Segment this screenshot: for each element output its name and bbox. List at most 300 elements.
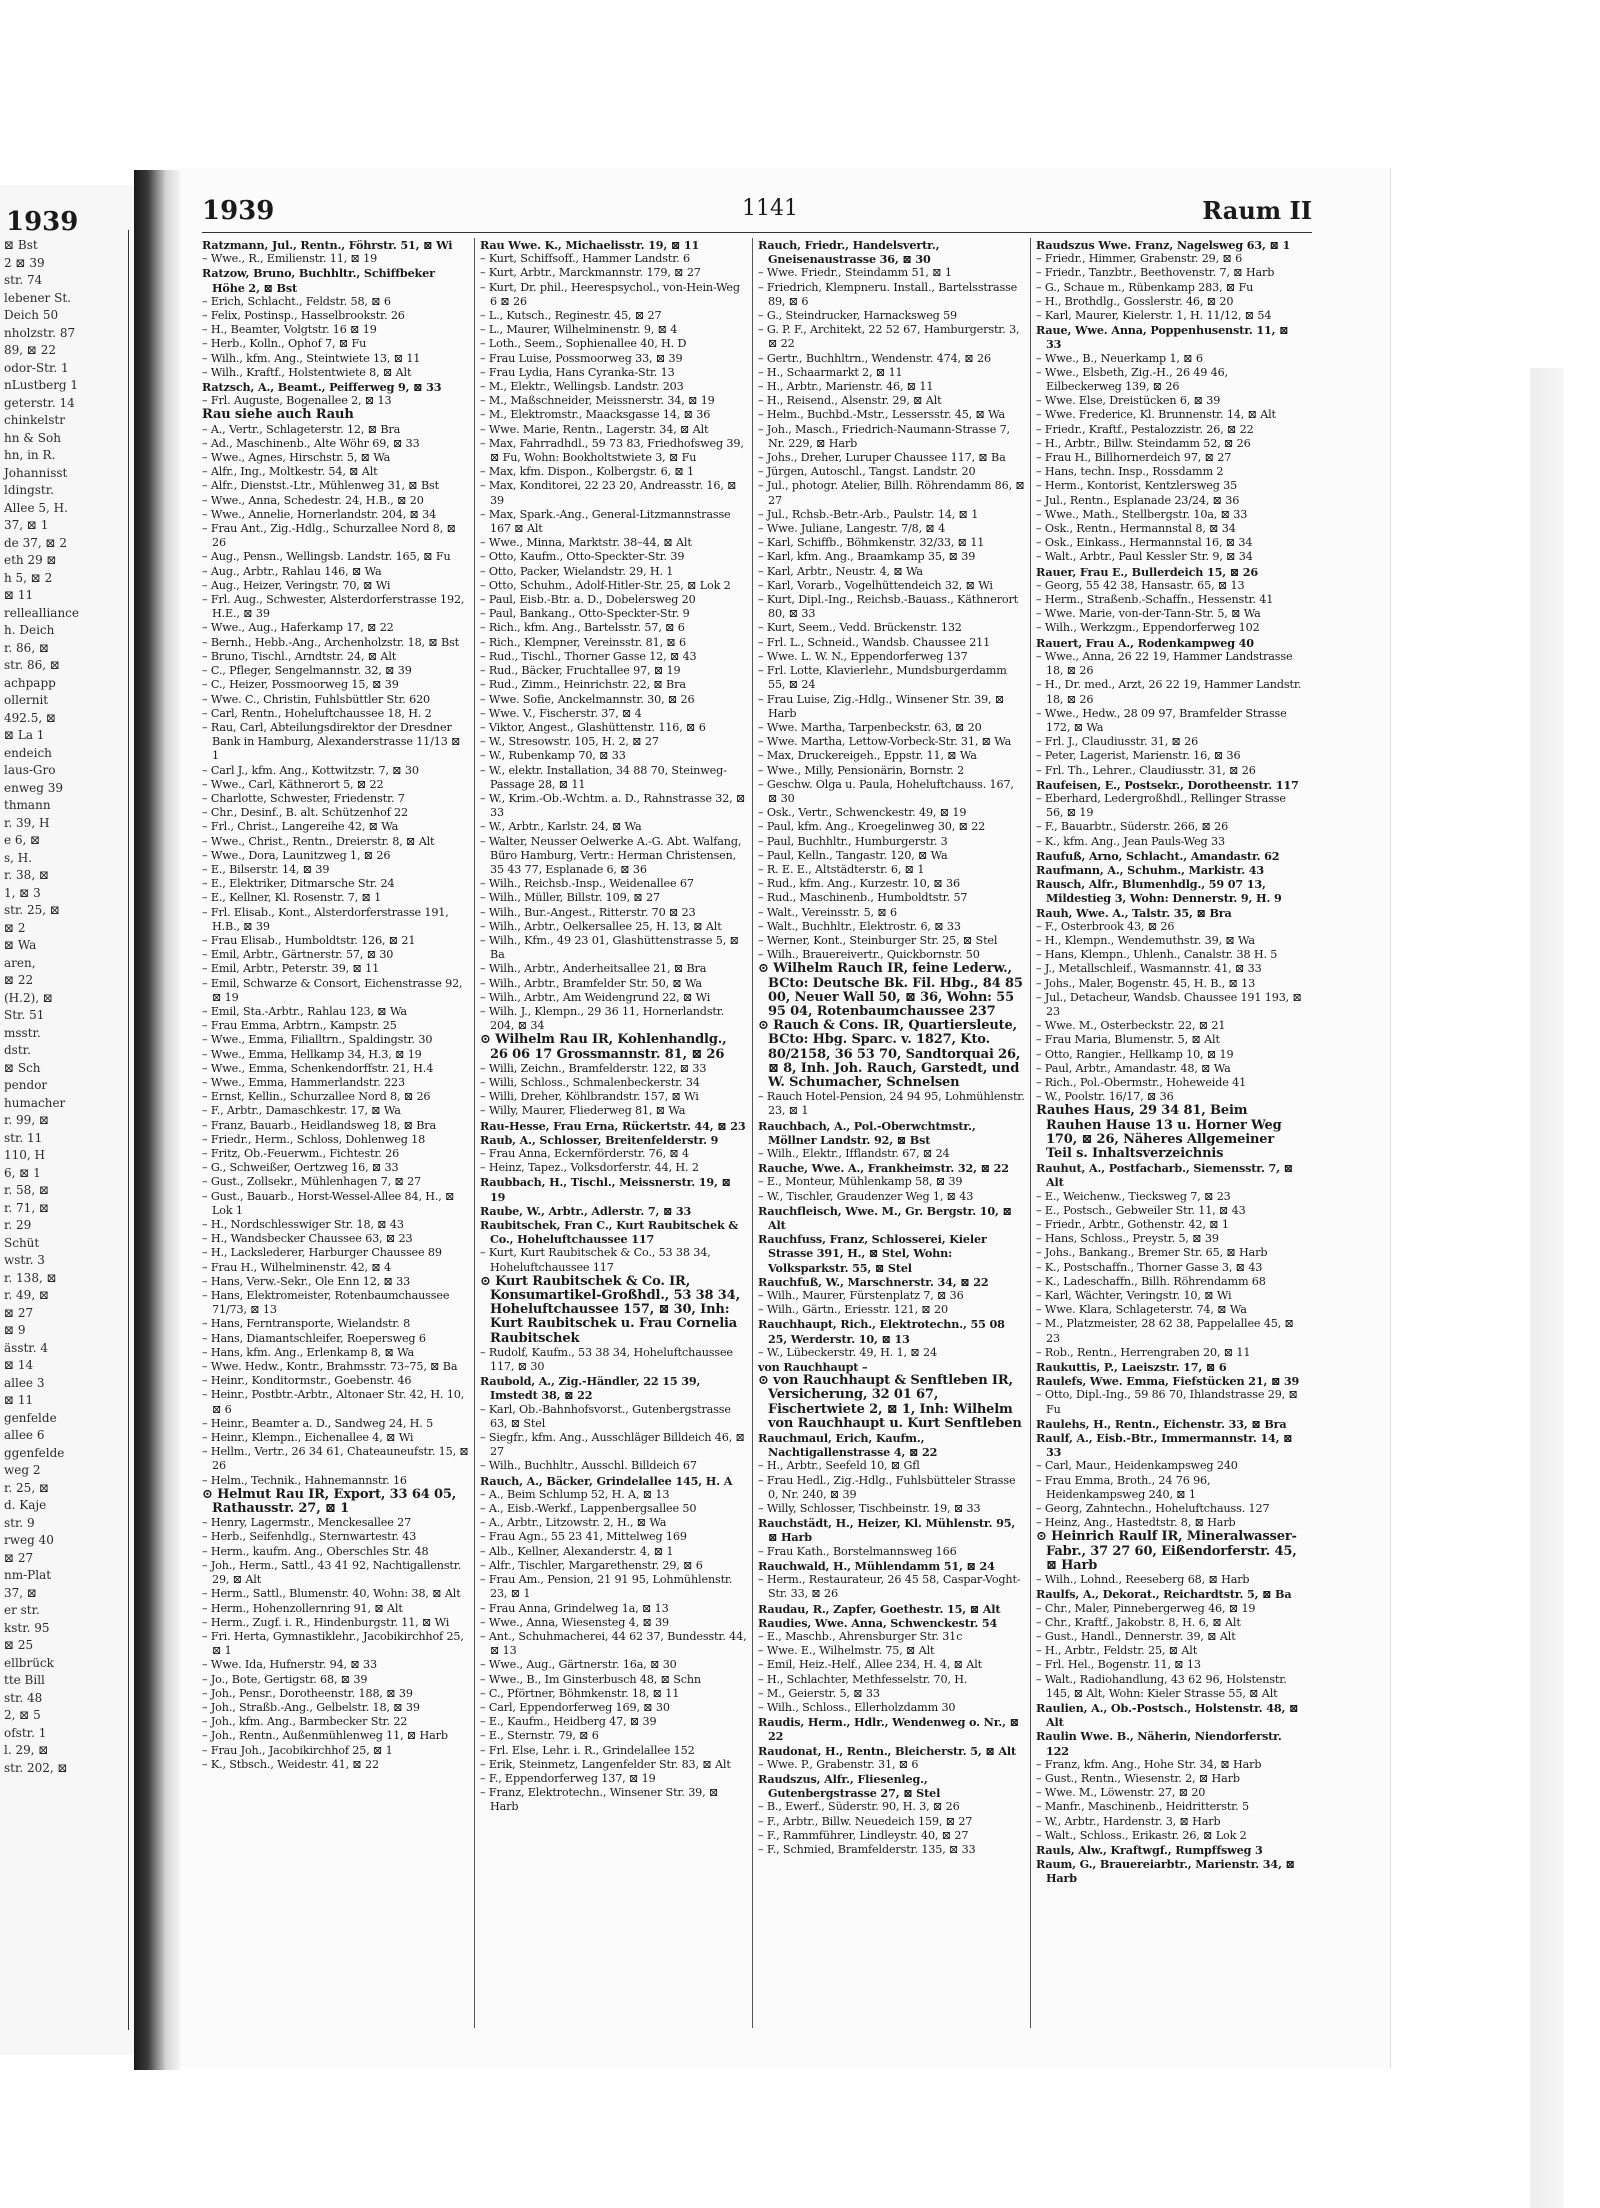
directory-entry: – F., Eppendorferweg 137, ⊠ 19 xyxy=(480,1771,656,1785)
directory-entry: – Max, kfm. Dispon., Kolbergstr. 6, ⊠ 1 xyxy=(480,465,694,479)
directory-entry: – W., Poolstr. 16/17, ⊠ 36 xyxy=(1036,1090,1174,1104)
directory-entry: ⊙ Kurt Raubitschek & Co. IR, Konsumartikel-Großhdl., 53 38 34, Hoheluftchaussee 157, ⊠ 30, Inh: Kurt Raubitschek u. Frau Cornelia Raubitschek xyxy=(480,1273,740,1346)
previous-page-line: Johannisst xyxy=(4,465,68,480)
directory-entry: – Jul., Rentn., Esplanade 23/24, ⊠ 36 xyxy=(1036,493,1240,507)
directory-entry: ⊙ Helmut Rau IR, Export, 33 64 05, Rathausstr. 27, ⊠ 1 xyxy=(202,1486,457,1517)
directory-entry: – Wilh., Maurer, Fürstenplatz 7, ⊠ 36 xyxy=(758,1289,964,1303)
directory-entry: Rauch, A., Bäcker, Grindelallee 145, H. A xyxy=(480,1473,733,1488)
directory-entry: – Wilh. J., Klempn., 29 36 11, Hornerlandstr. 204, ⊠ 34 xyxy=(480,1004,725,1033)
directory-entry: – Frau Lydia, Hans Cyranka-Str. 13 xyxy=(480,365,675,379)
directory-entry: – Karl, Arbtr., Neustr. 4, ⊠ Wa xyxy=(758,564,923,578)
previous-page-line: chinkelstr xyxy=(4,413,65,427)
previous-page-line: eth 29 ⊠ xyxy=(4,553,57,567)
directory-entry: – Wwe. Ida, Hufnerstr. 94, ⊠ 33 xyxy=(202,1658,377,1672)
directory-entry: – E., Sternstr. 79, ⊠ 6 xyxy=(480,1729,599,1743)
directory-entry: – Frau Maria, Blumenstr. 5, ⊠ Alt xyxy=(1036,1033,1220,1047)
directory-entry: – Wwe., Emma, Schenkendorffstr. 21, H.4 xyxy=(202,1061,434,1075)
directory-entry: – Chr., Kraftf., Jakobstr. 8, H. 6, ⊠ Alt xyxy=(1036,1615,1241,1629)
previous-page-line: ⊠ 27 xyxy=(4,1305,34,1320)
directory-entry: – L., Kutsch., Reginestr. 45, ⊠ 27 xyxy=(480,309,662,323)
directory-entry: – Georg, 55 42 38, Hansastr. 65, ⊠ 13 xyxy=(1036,578,1245,592)
directory-entry: – Helm., Technik., Hahnemannstr. 16 xyxy=(202,1473,407,1487)
directory-entry: – Heinr., Klempn., Eichenallee 4, ⊠ Wi xyxy=(202,1431,414,1445)
previous-page-line: r. 38, ⊠ xyxy=(4,868,49,882)
directory-entry: – Wilh., Bur.-Angest., Ritterstr. 70 ⊠ 23 xyxy=(480,905,696,919)
directory-entry: – Chr., Maler, Pinnebergerweg 46, ⊠ 19 xyxy=(1036,1601,1256,1615)
directory-entry: – Wilh., Buchhltr., Ausschl. Billdeich 67 xyxy=(480,1459,697,1473)
directory-entry: – Frl. Th., Lehrer., Claudiusstr. 31, ⊠ 26 xyxy=(1036,763,1256,777)
directory-entry: – Frau Ant., Zig.-Hdlg., Schurzallee Nord 8, ⊠ 26 xyxy=(202,522,456,550)
directory-entry: – Herm., Restaurateur, 26 45 58, Caspar-Voght-Str. 33, ⊠ 26 xyxy=(758,1573,1021,1601)
directory-entry: – Hans, Klempn., Uhlenh., Canalstr. 38 H. 5 xyxy=(1036,948,1278,962)
directory-entry: – Frl., Christ., Langereihe 42, ⊠ Wa xyxy=(202,820,399,834)
header-year: 1939 xyxy=(202,196,275,226)
directory-entry: – Frau Am., Pension, 21 91 95, Lohmühlenstr. 23, ⊠ 1 xyxy=(480,1573,733,1601)
directory-entry: – Heinz, Tapez., Volksdorferstr. 44, H. 2 xyxy=(480,1161,699,1175)
directory-entry: Raudszus Wwe. Franz, Nagelsweg 63, ⊠ 1 xyxy=(1036,238,1291,252)
directory-entry: – Wwe., Emma, Hellkamp 34, H.3, ⊠ 19 xyxy=(202,1047,422,1061)
directory-entry: – Frl. Hel., Bogenstr. 11, ⊠ 13 xyxy=(1036,1658,1201,1672)
directory-entry: – Wwe., Christ., Rentn., Dreierstr. 8, ⊠ Alt xyxy=(202,834,435,848)
directory-entry: – Wilh., Kraftf., Holstentwiete 8, ⊠ Alt xyxy=(202,365,412,379)
directory-entry: – Osk., Vertr., Schwenckestr. 49, ⊠ 19 xyxy=(758,806,967,820)
directory-entry: Raudonat, H., Rentn., Bleicherstr. 5, ⊠ Alt xyxy=(758,1743,1016,1758)
directory-entry: – W., Rubenkamp 70, ⊠ 33 xyxy=(480,749,626,763)
directory-entry: – Walt., Arbtr., Paul Kessler Str. 9, ⊠ 34 xyxy=(1036,550,1253,564)
previous-page-line: r. 71, ⊠ xyxy=(4,1200,49,1215)
directory-entry: – H., Arbtr., Seefeld 10, ⊠ Gfl xyxy=(758,1459,920,1473)
directory-entry: – H., Schlachter, Methfesselstr. 70, H. xyxy=(758,1672,968,1686)
directory-entry: – J., Metallschleif., Wasmannstr. 41, ⊠ 33 xyxy=(1036,962,1262,976)
directory-entry: – E., Weichenw., Tiecksweg 7, ⊠ 23 xyxy=(1036,1189,1231,1203)
directory-entry: – Frau Anna, Grindelweg 1a, ⊠ 13 xyxy=(480,1601,669,1615)
directory-entry: – K., kfm. Ang., Jean Pauls-Weg 33 xyxy=(1036,834,1225,848)
directory-entry: – Fri. Herta, Gymnastiklehr., Jacobikirchhof 25, ⊠ 1 xyxy=(202,1629,464,1658)
previous-page-line: ⊠ 11 xyxy=(4,588,34,602)
directory-entry: – Joh., Herm., Sattl., 43 41 92, Nachtigallenstr. 29, ⊠ Alt xyxy=(202,1558,462,1587)
previous-page-line: achpapp xyxy=(4,675,56,690)
previous-page-line: tte Bill xyxy=(4,1673,45,1687)
directory-entry: – Frau Emma, Arbtrn., Kampstr. 25 xyxy=(202,1019,397,1033)
directory-entry: – Rau, Carl, Abteilungsdirektor der Dresdner Bank in Hamburg, Alexanderstrasse 11/13 ⊠ 1 xyxy=(202,720,461,763)
directory-entry: – Wwe., Agnes, Hirschstr. 5, ⊠ Wa xyxy=(202,451,391,465)
directory-entry: – Gust., Rentn., Wiesenstr. 2, ⊠ Harb xyxy=(1036,1771,1240,1785)
previous-page-line: s, H. xyxy=(4,850,33,865)
directory-entry: – F., Arbtr., Billw. Neuedeich 159, ⊠ 27 xyxy=(758,1814,973,1828)
directory-entry: – Emil, Arbtr., Peterstr. 39, ⊠ 11 xyxy=(202,962,380,976)
directory-entry: – Aug., Pensn., Wellingsb. Landstr. 165, ⊠ Fu xyxy=(202,550,451,564)
directory-entry: – Emil, Heiz.-Helf., Allee 234, H. 4, ⊠ Alt xyxy=(758,1658,982,1672)
directory-entry: – Paul, Kelln., Tangastr. 120, ⊠ Wa xyxy=(758,848,948,862)
directory-entry: – H., Reisend., Alsenstr. 29, ⊠ Alt xyxy=(758,394,942,408)
previous-page-line: ⊠ 25 xyxy=(4,1638,34,1652)
directory-entry: – Rud., Zimm., Heinrichstr. 22, ⊠ Bra xyxy=(480,678,686,692)
directory-entry: – Wwe. V., Fischerstr. 37, ⊠ 4 xyxy=(480,706,642,720)
directory-entry: – Franz, Bauarb., Heidlandsweg 18, ⊠ Bra xyxy=(202,1118,436,1132)
directory-entry: – Willi, Schloss., Schmalenbeckerstr. 34 xyxy=(480,1075,700,1089)
directory-entry: – Otto, Dipl.-Ing., 59 86 70, Ihlandstrasse 29, ⊠ Fu xyxy=(1036,1388,1298,1416)
directory-entry: – Frl. Aug., Schwester, Alsterdorferstrasse 192, H.E., ⊠ 39 xyxy=(202,593,465,621)
previous-page-line: str. 48 xyxy=(4,1690,43,1705)
directory-entry: Rausch, Alfr., Blumenhdlg., 59 07 13, Mildestieg 3, Wohn: Dennerstr. 9, H. 9 xyxy=(1036,877,1282,906)
directory-entry: – Alfr., Tischler, Margarethenstr. 29, ⊠ 6 xyxy=(480,1558,703,1572)
directory-entry: – Wwe. Sofie, Anckelmannstr. 30, ⊠ 26 xyxy=(480,692,695,706)
previous-page-line: l. 29, ⊠ xyxy=(4,1743,49,1757)
directory-entry: – Wwe., Hedw., 28 09 97, Bramfelder Strasse 172, ⊠ Wa xyxy=(1036,706,1287,734)
directory-entry: Rauchfuss, Franz, Schlosserei, Kieler Strasse 391, H., ⊠ Stel, Wohn: Volksparkstr. 55, ⊠ Stel xyxy=(758,1232,987,1275)
previous-page-line: wstr. 3 xyxy=(4,1253,45,1267)
directory-entry: – Wilh., Werkzgm., Eppendorferweg 102 xyxy=(1036,621,1260,635)
directory-entry: – M., Geierstr. 5, ⊠ 33 xyxy=(758,1686,880,1700)
directory-entry: – M., Elektr., Wellingsb. Landstr. 203 xyxy=(480,380,684,394)
directory-entry: – W., Arbtr., Karlstr. 24, ⊠ Wa xyxy=(480,820,642,834)
directory-entry: – Osk., Einkass., Hermannstal 16, ⊠ 34 xyxy=(1036,536,1253,550)
previous-page-line: Str. 51 xyxy=(4,1008,45,1022)
directory-entry: – Rudolf, Kaufm., 53 38 34, Hoheluftchaussee 117, ⊠ 30 xyxy=(480,1345,733,1374)
directory-entry: Raulefs, Wwe. Emma, Fiefstücken 21, ⊠ 39 xyxy=(1036,1374,1300,1389)
directory-entry: Rau-Hesse, Frau Erna, Rückertstr. 44, ⊠ 23 xyxy=(480,1118,746,1133)
previous-page-line: Allee 5, H. xyxy=(4,500,68,515)
directory-entry: – Karl, Ob.-Bahnhofsvorst., Gutenbergstrasse 63, ⊠ Stel xyxy=(480,1402,731,1430)
directory-entry: – Wwe. L. W. N., Eppendorferweg 137 xyxy=(758,649,968,663)
directory-entry: – Frau H., Billhornerdeich 97, ⊠ 27 xyxy=(1036,451,1232,465)
previous-page-line: ⊠ 27 xyxy=(4,1550,34,1565)
previous-page-line: rellealliance xyxy=(4,605,79,620)
previous-page-line: ⊠ Bst xyxy=(4,238,38,252)
directory-entry: Raufuß, Arno, Schlacht., Amandastr. 62 xyxy=(1036,848,1280,863)
directory-entry: – Carl, Maur., Heidenkampsweg 240 xyxy=(1036,1459,1238,1473)
directory-entry: – H., Arbtr., Billw. Steindamm 52, ⊠ 26 xyxy=(1036,436,1251,450)
directory-entry: – Walt., Radiohandlung, 43 62 96, Holstenstr. 145, ⊠ Alt, Wohn: Kieler Strasse 55, ⊠ Alt xyxy=(1036,1672,1287,1700)
previous-page-line: ⊠ La 1 xyxy=(4,728,45,742)
directory-entry: – H., Dr. med., Arzt, 26 22 19, Hammer Landstr. 18, ⊠ 26 xyxy=(1036,678,1302,706)
directory-entry: Ratzsch, A., Beamt., Peifferweg 9, ⊠ 33 xyxy=(202,380,442,395)
directory-entry: – L., Maurer, Wilhelminenstr. 9, ⊠ 4 xyxy=(480,323,678,337)
directory-entry: – Jul., Detacheur, Wandsb. Chaussee 191 193, ⊠ 23 xyxy=(1036,990,1302,1018)
directory-entry: – Herm., kaufm. Ang., Oberschles Str. 48 xyxy=(202,1544,429,1558)
previous-page-line: r. 138, ⊠ xyxy=(4,1270,57,1285)
previous-page-line: h. Deich xyxy=(4,623,55,637)
page-edge xyxy=(1530,368,1564,2208)
directory-entry: ⊙ Wilhelm Rau IR, Kohlenhandlg., 26 06 17 Grossmannstr. 81, ⊠ 26 xyxy=(480,1032,727,1062)
directory-entry: – Wwe., R., Emilienstr. 11, ⊠ 19 xyxy=(202,252,378,266)
directory-entry: Rauls, Alw., Kraftwgf., Rumpffsweg 3 xyxy=(1036,1842,1263,1857)
directory-entry: – Carl, Eppendorferweg 169, ⊠ 30 xyxy=(480,1700,670,1714)
previous-page-line: str. 9 xyxy=(4,1515,35,1530)
directory-entry: – Paul, Eisb.-Btr. a. D., Dobelersweg 20 xyxy=(480,593,696,607)
previous-page-year: 1939 xyxy=(6,207,79,237)
directory-entry: – Heinz, Ang., Hastedtstr. 8, ⊠ Harb xyxy=(1036,1516,1236,1530)
previous-page-line: e 6, ⊠ xyxy=(4,833,41,847)
directory-entry: – Ant., Schuhmacherei, 44 62 37, Bundesstr. 44, ⊠ 13 xyxy=(480,1629,747,1658)
directory-entry: – Max, Spark.-Ang., General-Litzmannstrasse 167 ⊠ Alt xyxy=(480,507,731,536)
directory-entry: – Paul, Bankang., Otto-Speckter-Str. 9 xyxy=(480,607,690,621)
previous-page-line: r. 49, ⊠ xyxy=(4,1288,49,1302)
directory-entry: – Wwe., Emma, Hammerlandstr. 223 xyxy=(202,1075,405,1089)
directory-entry: – Frau Joh., Jacobikirchhof 25, ⊠ 1 xyxy=(202,1743,393,1757)
directory-entry: – Kurt, Schiffsoff., Hammer Landstr. 6 xyxy=(480,252,690,266)
book-gutter xyxy=(134,170,180,2070)
directory-entry: Raudau, R., Zapfer, Goethestr. 15, ⊠ Alt xyxy=(758,1601,1001,1616)
directory-entry: – Wilh., Reichsb.-Insp., Weidenallee 67 xyxy=(480,877,694,891)
directory-entry: – F., Arbtr., Damaschkestr. 17, ⊠ Wa xyxy=(202,1104,401,1118)
previous-page-line: rweg 40 xyxy=(4,1533,54,1547)
previous-page-line: weg 2 xyxy=(4,1463,41,1477)
previous-page-line: hn & Soh xyxy=(4,430,61,445)
directory-entry: Raubold, A., Zig.-Händler, 22 15 39, Imstedt 38, ⊠ 22 xyxy=(480,1374,701,1403)
directory-entry: – Wwe. Marie, Rentn., Lagerstr. 34, ⊠ Alt xyxy=(480,422,709,436)
directory-entry: Raudszus, Alfr., Fliesenleg., Gutenbergstrasse 27, ⊠ Stel xyxy=(758,1771,941,1801)
directory-entry: – G., Steindrucker, Harnacksweg 59 xyxy=(758,309,958,323)
previous-page-line: r. 39, H xyxy=(4,815,50,830)
directory-entry: – K., Stbsch., Weidestr. 41, ⊠ 22 xyxy=(202,1757,379,1771)
directory-entry: – Hellm., Vertr., 26 34 61, Chateauneufstr. 15, ⊠ 26 xyxy=(202,1445,469,1473)
column-rule xyxy=(474,238,475,2028)
directory-entry: Rauch, Friedr., Handelsvertr., Gneisenaustrasse 36, ⊠ 30 xyxy=(758,238,940,267)
directory-entry: – H., Schaarmarkt 2, ⊠ 11 xyxy=(758,365,903,379)
directory-entry: – Wwe. Martha, Lettow-Vorbeck-Str. 31, ⊠ Wa xyxy=(758,735,1012,749)
directory-entry: – Wwe. Else, Dreistücken 6, ⊠ 39 xyxy=(1036,394,1221,408)
previous-page-line: ofstr. 1 xyxy=(4,1725,47,1740)
directory-entry: Ratzmann, Jul., Rentn., Föhrstr. 51, ⊠ Wi xyxy=(202,238,453,252)
directory-entry: – Frau Hedl., Zig.-Hdlg., Fuhlsbütteler Strasse 0, Nr. 240, ⊠ 39 xyxy=(758,1473,1016,1501)
directory-entry: – Willi, Dreher, Köhlbrandstr. 157, ⊠ Wi xyxy=(480,1090,699,1104)
directory-entry: Raube, W., Arbtr., Adlerstr. 7, ⊠ 33 xyxy=(480,1203,692,1218)
directory-entry: – Wwe. M., Osterbeckstr. 22, ⊠ 21 xyxy=(1036,1019,1226,1033)
directory-entry: Rauert, Frau A., Rodenkampweg 40 xyxy=(1036,635,1254,650)
directory-entry: – Felix, Postinsp., Hasselbrookstr. 26 xyxy=(202,309,405,323)
directory-entry: – Max, Konditorei, 22 23 20, Andreasstr. 16, ⊠ 39 xyxy=(480,479,737,507)
previous-page-line: d. Kaje xyxy=(4,1498,47,1512)
directory-entry: Raubbach, H., Tischl., Meissnerstr. 19, ⊠ 19 xyxy=(480,1175,731,1204)
directory-entry: – Eberhard, Ledergroßhdl., Rellinger Strasse 56, ⊠ 19 xyxy=(1036,791,1286,820)
directory-entry: – Hans, kfm. Ang., Erlenkamp 8, ⊠ Wa xyxy=(202,1345,415,1359)
directory-entry: – H., Arbtr., Marienstr. 46, ⊠ 11 xyxy=(758,380,934,394)
directory-entry: – Wwe., Aug., Gärtnerstr. 16a, ⊠ 30 xyxy=(480,1658,677,1672)
previous-page-line: hn, in R. xyxy=(4,448,56,462)
directory-entry: – Wwe., B., Im Ginsterbusch 48, ⊠ Schn xyxy=(480,1672,701,1686)
directory-entry: – Erich, Schlacht., Feldstr. 58, ⊠ 6 xyxy=(202,294,391,308)
previous-page-line: ⊠ 2 xyxy=(4,920,26,935)
previous-page-line: ellbrück xyxy=(4,1655,54,1670)
directory-entry: – Karl, Schiffb., Böhmkenstr. 32/33, ⊠ 11 xyxy=(758,536,985,550)
previous-page-line: r. 86, ⊠ xyxy=(4,640,49,655)
directory-entry: – Walt., Vereinsstr. 5, ⊠ 6 xyxy=(758,905,897,919)
directory-entry: – Erik, Steinmetz, Langenfelder Str. 83, ⊠ Alt xyxy=(480,1757,731,1771)
directory-entry: – Otto, Rangier., Hellkamp 10, ⊠ 19 xyxy=(1036,1047,1234,1061)
directory-entry: – Loth., Seem., Sophienallee 40, H. D xyxy=(480,337,687,351)
previous-page-line: ⊠ 9 xyxy=(4,1323,26,1337)
directory-entry: – Paul, Arbtr., Amandastr. 48, ⊠ Wa xyxy=(1036,1061,1231,1075)
directory-entry: Rauhes Haus, 29 34 81, Beim Rauhen Hause 13 u. Horner Weg 170, ⊠ 26, Näheres Allgemeiner Teil s. Inhaltsverzeichnis xyxy=(1036,1103,1282,1161)
directory-entry: – Friedr., Arbtr., Gothenstr. 42, ⊠ 1 xyxy=(1036,1218,1229,1232)
previous-page-fragments xyxy=(0,237,140,1777)
directory-entry: – Georg, Zahntechn., Hoheluftchauss. 127 xyxy=(1036,1502,1270,1516)
directory-page xyxy=(180,168,1391,2068)
directory-entry: – C., Pförtner, Böhmkenstr. 18, ⊠ 11 xyxy=(480,1686,680,1700)
directory-entry: – Wwe., Math., Stellbergstr. 10a, ⊠ 33 xyxy=(1036,507,1248,521)
directory-entry: – Wwe., Anna, Schedestr. 24, H.B., ⊠ 20 xyxy=(202,493,424,507)
directory-entry: – Willy, Schlosser, Tischbeinstr. 19, ⊠ 33 xyxy=(758,1502,981,1516)
directory-entry: – G., Schweißer, Oertzweg 16, ⊠ 33 xyxy=(202,1161,399,1175)
previous-page-line: laus-Gro xyxy=(4,763,56,777)
directory-entry: – Frl. Elisab., Kont., Alsterdorferstrasse 191, H.B., ⊠ 39 xyxy=(202,905,449,933)
directory-entry: – Wwe., Minna, Marktstr. 38–44, ⊠ Alt xyxy=(480,536,692,550)
directory-entry: Raufmann, A., Schuhm., Markistr. 43 xyxy=(1036,862,1265,877)
directory-entry: – Gust., Handl., Dennerstr. 39, ⊠ Alt xyxy=(1036,1629,1236,1643)
directory-entry: – Alb., Kellner, Alexanderstr. 4, ⊠ 1 xyxy=(480,1544,674,1558)
directory-entry: – H., Nordschlesswiger Str. 18, ⊠ 43 xyxy=(202,1218,404,1232)
directory-entry: – Emil, Sta.-Arbtr., Rahlau 123, ⊠ Wa xyxy=(202,1004,407,1018)
directory-entry: – Wwe. M., Löwenstr. 27, ⊠ 20 xyxy=(1036,1786,1206,1800)
directory-entry: – Wwe., Elsbeth, Zig.-H., 26 49 46, Eilbeckerweg 139, ⊠ 26 xyxy=(1036,365,1228,394)
directory-entry: – Kurt, Dr. phil., Heerespsychol., von-Hein-Weg 6 ⊠ 26 xyxy=(480,280,740,308)
directory-entry: – Herb., Seifenhdlg., Sternwartestr. 43 xyxy=(202,1530,417,1544)
directory-entry: – Wilh., Arbtr., Bramfelder Str. 50, ⊠ Wa xyxy=(480,976,702,990)
directory-entry: – Peter, Lagerist, Marienstr. 16, ⊠ 36 xyxy=(1036,749,1241,763)
directory-entry: – H., Brothdlg., Gosslerstr. 46, ⊠ 20 xyxy=(1036,294,1234,308)
previous-page-line: 37, ⊠ 1 xyxy=(4,518,49,532)
directory-entry: – Wilh., Elektr., Ifflandstr. 67, ⊠ 24 xyxy=(758,1147,950,1160)
directory-entry: Raulfs, A., Dekorat., Reichardtstr. 5, ⊠ Ba xyxy=(1036,1587,1292,1602)
previous-page-line: ollernit xyxy=(4,693,49,707)
running-head: Raum II xyxy=(1202,196,1312,225)
directory-entry: – Helm., Buchbd.-Mstr., Lessersstr. 45, ⊠ Wa xyxy=(758,408,1005,422)
directory-entry: – W., Arbtr., Hardenstr. 3, ⊠ Harb xyxy=(1036,1814,1221,1828)
directory-entry: – E., Bilserstr. 14, ⊠ 39 xyxy=(202,862,330,876)
previous-page-line: thmann xyxy=(4,798,51,812)
previous-page-line: msstr. xyxy=(4,1025,41,1040)
previous-page-line: ggenfelde xyxy=(4,1445,65,1460)
directory-entry: Raum, G., Brauereiarbtr., Marienstr. 34, ⊠ Harb xyxy=(1036,1857,1295,1886)
previous-page-line: str. 86, ⊠ xyxy=(4,658,60,672)
directory-entry: – H., Klempn., Wendemuthstr. 39, ⊠ Wa xyxy=(1036,933,1255,947)
directory-entry: – E., Kellner, Kl. Rosenstr. 7, ⊠ 1 xyxy=(202,891,382,905)
previous-page-line: ⊠ Wa xyxy=(4,938,37,952)
page-number: 1141 xyxy=(742,196,798,221)
directory-entry: Raufeisen, E., Postsekr., Dorotheenstr. 117 xyxy=(1036,777,1299,792)
directory-entry: – R. E. E., Altstädterstr. 6, ⊠ 1 xyxy=(758,862,925,876)
directory-entry: – Herm., Hohenzollernring 91, ⊠ Alt xyxy=(202,1601,403,1615)
previous-page-line: ldingstr. xyxy=(4,483,54,497)
previous-page-line: 89, ⊠ 22 xyxy=(4,343,57,357)
directory-entry: – Frl. J., Claudiusstr. 31, ⊠ 26 xyxy=(1036,735,1199,749)
directory-entry: – Frau Kath., Borstelmannsweg 166 xyxy=(758,1544,957,1558)
directory-entry: – Herb., Kolln., Ophof 7, ⊠ Fu xyxy=(202,337,367,351)
previous-page-line: nm-Plat xyxy=(4,1568,52,1582)
directory-entry: – Herm., Straßenb.-Schaffn., Hessenstr. 41 xyxy=(1036,593,1274,607)
directory-entry: – Wwe., Anna, 26 22 19, Hammer Landstrasse 18, ⊠ 26 xyxy=(1036,649,1293,678)
directory-entry: – Wwe. C., Christin, Fuhlsbüttler Str. 620 xyxy=(202,692,431,706)
directory-entry: – E., Maschb., Ahrensburger Str. 31c xyxy=(758,1629,963,1643)
directory-entry: – F., Schmied, Bramfelderstr. 135, ⊠ 33 xyxy=(758,1842,976,1856)
directory-entry: – Hans, Elektromeister, Rotenbaumchaussee 71/73, ⊠ 13 xyxy=(202,1289,450,1317)
directory-entry: Raulin Wwe. B., Näherin, Niendorferstr. 122 xyxy=(1036,1729,1282,1758)
directory-entry: – Rich., kfm. Ang., Bartelsstr. 57, ⊠ 6 xyxy=(480,621,685,635)
directory-entry: – Osk., Rentn., Hermannstal 8, ⊠ 34 xyxy=(1036,522,1236,536)
directory-entry: – Otto, Kaufm., Otto-Speckter-Str. 39 xyxy=(480,550,685,564)
previous-page-edge xyxy=(0,185,140,2055)
previous-page-line: ⊠ Sch xyxy=(4,1060,41,1075)
previous-page-line: lebener St. xyxy=(4,290,71,305)
directory-entry: – Charlotte, Schwester, Friedenstr. 7 xyxy=(202,791,405,805)
directory-entry: – Rich., Klempner, Vereinsstr. 81, ⊠ 6 xyxy=(480,635,687,649)
directory-entry: – Hans, Schloss., Preystr. 5, ⊠ 39 xyxy=(1036,1232,1219,1246)
previous-page-line: Schüt xyxy=(4,1235,40,1250)
directory-entry: – Wwe. Marie, von-der-Tann-Str. 5, ⊠ Wa xyxy=(1036,607,1261,621)
directory-entry: – Johs., Maler, Bogenstr. 45, H. B., ⊠ 13 xyxy=(1036,976,1256,990)
directory-entry: – Aug., Heizer, Veringstr. 70, ⊠ Wi xyxy=(202,578,391,592)
directory-entry: Raubitschek, Fran C., Kurt Raubitschek & Co., Hoheluftchaussee 117 xyxy=(480,1218,739,1247)
previous-page-line: r. 99, ⊠ xyxy=(4,1113,49,1127)
directory-entry: – H., Lackslederer, Harburger Chaussee 89 xyxy=(202,1246,442,1260)
directory-entry: – Frl. Auguste, Bogenallee 2, ⊠ 13 xyxy=(202,394,392,408)
directory-entry: Rauhut, A., Postfacharb., Siemensstr. 7, ⊠ Alt xyxy=(1036,1161,1293,1190)
directory-entry: – Emil, Arbtr., Gärtnerstr. 57, ⊠ 30 xyxy=(202,948,394,962)
previous-page-line: ⊠ 22 xyxy=(4,973,34,987)
previous-page-line: 2 ⊠ 39 xyxy=(4,255,45,270)
directory-entry: – Kurt, Dipl.-Ing., Reichsb.-Bauass., Käthnerort 80, ⊠ 33 xyxy=(758,593,1019,621)
directory-entry: – Carl, Rentn., Hoheluftchaussee 18, H. 2 xyxy=(202,706,432,720)
directory-entry: – A., Eisb.-Werkf., Lappenbergsallee 50 xyxy=(480,1502,697,1516)
directory-entry: – Hans, techn. Insp., Rossdamm 2 xyxy=(1036,465,1224,479)
directory-entry: – Paul, kfm. Ang., Kroegelinweg 30, ⊠ 22 xyxy=(758,820,986,834)
directory-entry: – W., Lübeckerstr. 49, H. 1, ⊠ 24 xyxy=(758,1345,937,1359)
directory-entry: – H., Beamter, Volgtstr. 16 ⊠ 19 xyxy=(202,323,377,337)
directory-entry: – Franz, Elektrotechn., Winsener Str. 39, ⊠ Harb xyxy=(480,1786,719,1814)
directory-entry: Rauchwald, H., Mühlendamm 51, ⊠ 24 xyxy=(758,1558,995,1573)
previous-page-line: nLustberg 1 xyxy=(4,378,79,392)
directory-entry: – Hans, Ferntransporte, Wielandstr. 8 xyxy=(202,1317,411,1331)
previous-page-line: geterstr. 14 xyxy=(4,395,75,410)
directory-entry: – Wwe. E., Wilhelmstr. 75, ⊠ Alt xyxy=(758,1644,935,1658)
directory-entry: – Wwe., B., Neuerkamp 1, ⊠ 6 xyxy=(1036,351,1203,365)
directory-entry: – Joh., Masch., Friedrich-Naumann-Strasse 7, Nr. 229, ⊠ Harb xyxy=(758,422,1010,450)
directory-entry: – Gust., Bauarb., Horst-Wessel-Allee 84, H., ⊠ Lok 1 xyxy=(202,1189,455,1217)
previous-page-line: ⊠ 11 xyxy=(4,1393,34,1407)
directory-entry: – Wwe., Emma, Filialltrn., Spaldingstr. 30 xyxy=(202,1033,433,1047)
directory-entry: – Max, Druckereigeh., Eppstr. 11, ⊠ Wa xyxy=(758,749,977,763)
directory-entry: – Rob., Rentn., Herrengraben 20, ⊠ 11 xyxy=(1036,1345,1251,1359)
directory-entry: – Gertr., Buchhltrn., Wendenstr. 474, ⊠ 26 xyxy=(758,351,991,365)
directory-entry: – G. P. F., Architekt, 22 52 67, Hamburgerstr. 3, ⊠ 22 xyxy=(758,323,1020,351)
directory-entry: – H., Arbtr., Feldstr. 25, ⊠ Alt xyxy=(1036,1644,1198,1658)
previous-page-line: kstr. 95 xyxy=(4,1620,50,1635)
directory-entry: – Joh., Rentn., Außenmühlenweg 11, ⊠ Harb xyxy=(202,1729,448,1743)
directory-entry: – Wilh., kfm. Ang., Steintwiete 13, ⊠ 11 xyxy=(202,351,421,365)
directory-entry: – Ernst, Kellin., Schurzallee Nord 8, ⊠ 26 xyxy=(202,1090,431,1104)
previous-page-line: 1, ⊠ 3 xyxy=(4,885,41,900)
directory-entry: – Wwe., Anna, Wiesensteg 4, ⊠ 39 xyxy=(480,1615,670,1629)
directory-entry: – Hans, Verw.-Sekr., Ole Enn 12, ⊠ 33 xyxy=(202,1274,411,1288)
previous-page-line: ⊠ 14 xyxy=(4,1358,34,1372)
directory-entry: – Frau Anna, Eckernförderstr. 76, ⊠ 4 xyxy=(480,1147,690,1160)
page-header xyxy=(202,196,1312,230)
previous-page-line: humacher xyxy=(4,1095,66,1110)
directory-entry: – Wwe. Klara, Schlageterstr. 74, ⊠ Wa xyxy=(1036,1303,1247,1317)
previous-page-line: (H.2), ⊠ xyxy=(4,990,53,1005)
directory-entry: – Kurt, Arbtr., Marckmannstr. 179, ⊠ 27 xyxy=(480,266,701,280)
directory-entry: – Wwe. Frederice, Kl. Brunnenstr. 14, ⊠ Alt xyxy=(1036,408,1276,422)
directory-entry: – Joh., Straßb.-Ang., Gelbelstr. 18, ⊠ 39 xyxy=(202,1700,420,1714)
directory-entry: Rauchbach, A., Pol.-Oberwchtmstr., Möllner Landstr. 92, ⊠ Bst xyxy=(758,1118,976,1147)
directory-entry: – Werner, Kont., Steinburger Str. 25, ⊠ Stel xyxy=(758,933,998,947)
directory-entry: – Wwe., Aug., Haferkamp 17, ⊠ 22 xyxy=(202,621,394,635)
previous-page-line: 37, ⊠ xyxy=(4,1585,37,1600)
directory-entry: – Herm., Zugf. i. R., Hindenburgstr. 11, ⊠ Wi xyxy=(202,1615,450,1629)
previous-page-line: str. 202, ⊠ xyxy=(4,1760,68,1775)
directory-entry: Raudies, Wwe. Anna, Schwenckestr. 54 xyxy=(758,1615,998,1630)
